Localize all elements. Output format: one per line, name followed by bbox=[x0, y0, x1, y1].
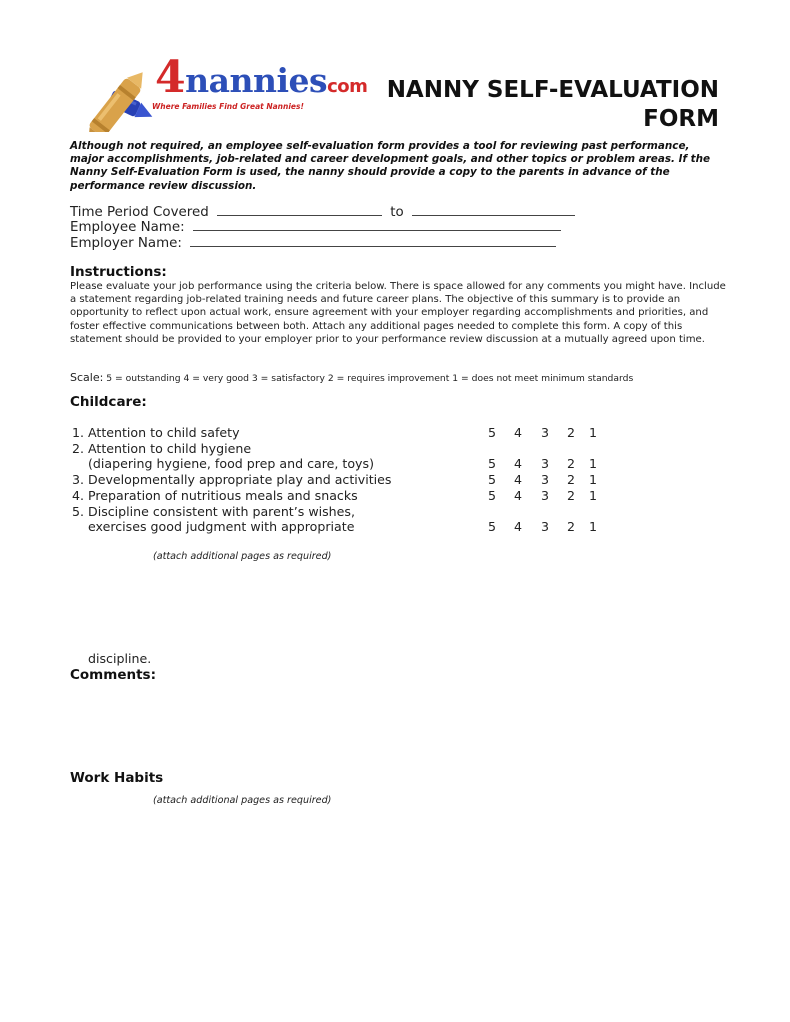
rating-row-1 bbox=[488, 425, 608, 441]
criteria-item-2-detail: (diapering hygiene, food prep and care, toys) bbox=[88, 456, 374, 471]
rating-4[interactable]: 4 bbox=[514, 519, 523, 534]
criteria-item-2: 2. Attention to child hygiene bbox=[72, 441, 252, 456]
crayons-icon bbox=[74, 60, 164, 132]
comments-heading: Comments: bbox=[70, 667, 156, 683]
instructions-heading: Instructions: bbox=[70, 264, 167, 280]
rating-1[interactable]: 1 bbox=[589, 488, 598, 503]
rating-scale: Scale: 5 = outstanding 4 = very good 3 = satisfactory 2 = requires improvement 1 = does not meet minimum standards bbox=[70, 371, 634, 384]
rating-2[interactable]: 2 bbox=[567, 472, 576, 487]
rating-5[interactable]: 5 bbox=[488, 519, 497, 534]
rating-1[interactable]: 1 bbox=[589, 425, 598, 440]
rating-4[interactable]: 4 bbox=[514, 456, 523, 471]
rating-3[interactable]: 3 bbox=[541, 519, 550, 534]
rating-3[interactable]: 3 bbox=[541, 456, 550, 471]
rating-3[interactable]: 3 bbox=[541, 488, 550, 503]
childcare-heading: Childcare: bbox=[70, 394, 147, 410]
rating-2[interactable]: 2 bbox=[567, 488, 576, 503]
childcare-attach-note: (attach additional pages as required) bbox=[153, 551, 332, 562]
rating-row-5 bbox=[488, 519, 608, 535]
rating-1[interactable]: 1 bbox=[589, 472, 598, 487]
rating-2[interactable]: 2 bbox=[567, 425, 576, 440]
rating-3[interactable]: 3 bbox=[541, 472, 550, 487]
employer-name-field[interactable] bbox=[190, 234, 556, 247]
employer-name-label: Employer Name: bbox=[70, 236, 182, 251]
time-period-from-field[interactable] bbox=[217, 203, 382, 216]
instructions-body: Please evaluate your job performance using the criteria below. There is space allowed for any comments you might have. Include a statement regarding job-related training needs and future career plans. The objective of this summary is to provide an opportunity to reflect upon actual work, ensure agreement with your employer regarding accomplishments and priorities, and foster effective communications between both. Attach any additional pages needed to complete this form. A copy of this statement should be provided to your employer prior to your performance review discussion at a mutually agreed upon time. bbox=[70, 281, 726, 345]
rating-row-3 bbox=[488, 472, 608, 488]
criteria-item-5-overflow: discipline. bbox=[88, 651, 152, 666]
logo-tagline: Where Families Find Great Nannies! bbox=[152, 102, 304, 111]
employee-name-label: Employee Name: bbox=[70, 220, 185, 235]
rating-row-4 bbox=[488, 488, 608, 504]
rating-5[interactable]: 5 bbox=[488, 456, 497, 471]
rating-4[interactable]: 4 bbox=[514, 425, 523, 440]
rating-4[interactable]: 4 bbox=[514, 472, 523, 487]
rating-5[interactable]: 5 bbox=[488, 488, 497, 503]
rating-row-2 bbox=[488, 456, 608, 472]
rating-2[interactable]: 2 bbox=[567, 456, 576, 471]
rating-3[interactable]: 3 bbox=[541, 425, 550, 440]
criteria-item-3: 3. Developmentally appropriate play and activities bbox=[72, 472, 392, 487]
rating-2[interactable]: 2 bbox=[567, 519, 576, 534]
rating-1[interactable]: 1 bbox=[589, 519, 598, 534]
rating-5[interactable]: 5 bbox=[488, 472, 497, 487]
time-period-label: Time Period Covered bbox=[70, 205, 209, 220]
criteria-item-1: 1. Attention to child safety bbox=[72, 425, 240, 440]
rating-5[interactable]: 5 bbox=[488, 425, 497, 440]
time-period-to-field[interactable] bbox=[412, 203, 575, 216]
logo-wordmark: 4nanniescom bbox=[155, 52, 368, 103]
intro-paragraph: Although not required, an employee self-evaluation form provides a tool for reviewing past performance, major accomplishments, job-related and career development goals, and other topics or problem areas. If the Nanny Self-Evaluation Form is used, the nanny should provide a copy to the parents in advance of the performance review discussion. bbox=[70, 140, 711, 192]
rating-1[interactable]: 1 bbox=[589, 456, 598, 471]
page-title: NANNY SELF-EVALUATION FORM bbox=[386, 77, 719, 132]
criteria-item-4: 4. Preparation of nutritious meals and snacks bbox=[72, 488, 358, 503]
criteria-item-5-detail: exercises good judgment with appropriate bbox=[88, 519, 355, 534]
work-habits-heading: Work Habits bbox=[70, 770, 164, 786]
rating-4[interactable]: 4 bbox=[514, 488, 523, 503]
employee-name-field[interactable] bbox=[193, 218, 561, 231]
work-habits-attach-note: (attach additional pages as required) bbox=[153, 795, 332, 806]
to-label: to bbox=[390, 205, 404, 220]
criteria-item-5: 5. Discipline consistent with parent’s wishes, bbox=[72, 504, 355, 519]
employer-row bbox=[70, 234, 556, 252]
